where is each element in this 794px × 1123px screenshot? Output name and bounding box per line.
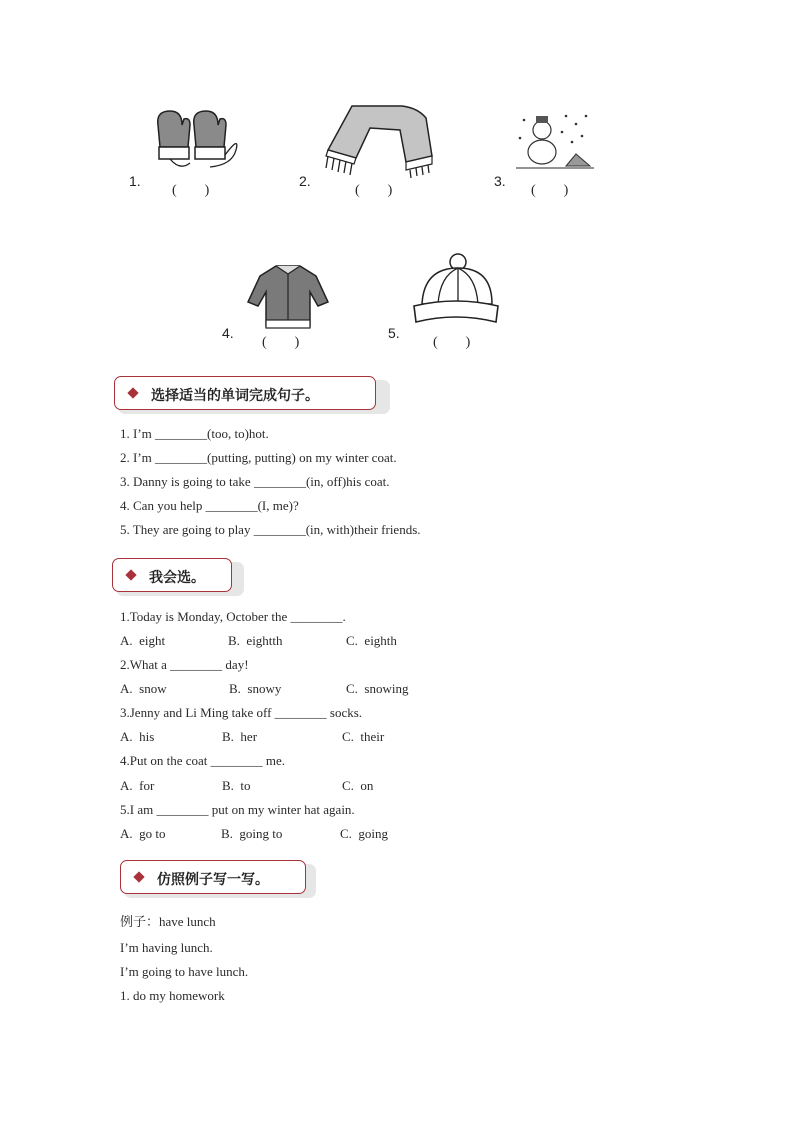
section1-item: 5. They are going to play ________(in, with)their friends. xyxy=(120,522,421,537)
diamond-icon xyxy=(133,871,144,882)
question-text: 5.I am ________ put on my winter hat again. xyxy=(120,802,355,817)
option-b[interactable]: B. going to xyxy=(221,826,283,841)
diamond-icon xyxy=(125,569,136,580)
example-line: I’m having lunch. xyxy=(120,940,213,955)
option-c[interactable]: C. eighth xyxy=(346,633,397,648)
jacket-icon xyxy=(246,262,330,332)
answer-blank[interactable]: ( ) xyxy=(433,335,471,350)
answer-blank[interactable]: ( ) xyxy=(531,183,569,198)
section2-heading: 我会选。 xyxy=(149,570,205,586)
section3-heading: 仿照例子写一写。 xyxy=(157,872,269,888)
option-a[interactable]: A. go to xyxy=(120,826,166,841)
example-line: I’m going to have lunch. xyxy=(120,964,249,979)
picture-hat xyxy=(412,252,500,328)
picture-snowman xyxy=(516,110,594,172)
picture-number: 3. xyxy=(494,173,506,189)
option-c[interactable]: C. snowing xyxy=(346,681,409,696)
section1-item: 1. I’m ________(too, to)hot. xyxy=(120,426,269,441)
option-b[interactable]: B. her xyxy=(222,729,258,744)
section1-item: 3. Danny is going to take ________(in, off)his coat. xyxy=(120,474,390,489)
option-c[interactable]: C. their xyxy=(342,729,385,744)
section1-item: 4. Can you help ________(I, me)? xyxy=(120,498,299,513)
picture-scarf xyxy=(322,100,434,180)
picture-number: 4. xyxy=(222,325,234,341)
option-b[interactable]: B. eightth xyxy=(228,633,283,648)
exercise-item: 1. do my homework xyxy=(120,988,225,1003)
question-text: 2.What a ________ day! xyxy=(120,657,249,672)
winter-hat-icon xyxy=(412,252,500,328)
mittens-icon xyxy=(150,105,242,180)
section1-heading-box xyxy=(114,376,376,410)
option-a[interactable]: A. snow xyxy=(120,681,167,696)
answer-blank[interactable]: ( ) xyxy=(262,335,300,350)
option-c[interactable]: C. going xyxy=(340,826,389,841)
picture-number: 1. xyxy=(129,173,141,189)
picture-number: 5. xyxy=(388,325,400,341)
picture-mittens xyxy=(150,105,242,180)
option-a[interactable]: A. for xyxy=(120,778,155,793)
picture-jacket xyxy=(246,262,330,332)
section1-heading: 选择适当的单词完成句子。 xyxy=(151,388,319,404)
question-text: 3.Jenny and Li Ming take off ________ socks. xyxy=(120,705,363,720)
snowman-icon xyxy=(516,110,594,172)
section3-heading-box xyxy=(120,860,306,894)
section2-heading-box xyxy=(112,558,232,592)
picture-number: 2. xyxy=(299,173,311,189)
question-text: 1.Today is Monday, October the ________. xyxy=(120,609,346,624)
scarf-icon xyxy=(322,100,434,180)
answer-blank[interactable]: ( ) xyxy=(355,183,393,198)
answer-blank[interactable]: ( ) xyxy=(172,183,210,198)
section1-item: 2. I’m ________(putting, putting) on my winter coat. xyxy=(120,450,397,465)
option-a[interactable]: A. his xyxy=(120,729,155,744)
option-c[interactable]: C. on xyxy=(342,778,374,793)
option-b[interactable]: B. to xyxy=(222,778,251,793)
diamond-icon xyxy=(127,387,138,398)
question-text: 4.Put on the coat ________ me. xyxy=(120,753,286,768)
option-a[interactable]: A. eight xyxy=(120,633,166,648)
example-label: 例子：have lunch xyxy=(120,914,216,929)
option-b[interactable]: B. snowy xyxy=(229,681,282,696)
